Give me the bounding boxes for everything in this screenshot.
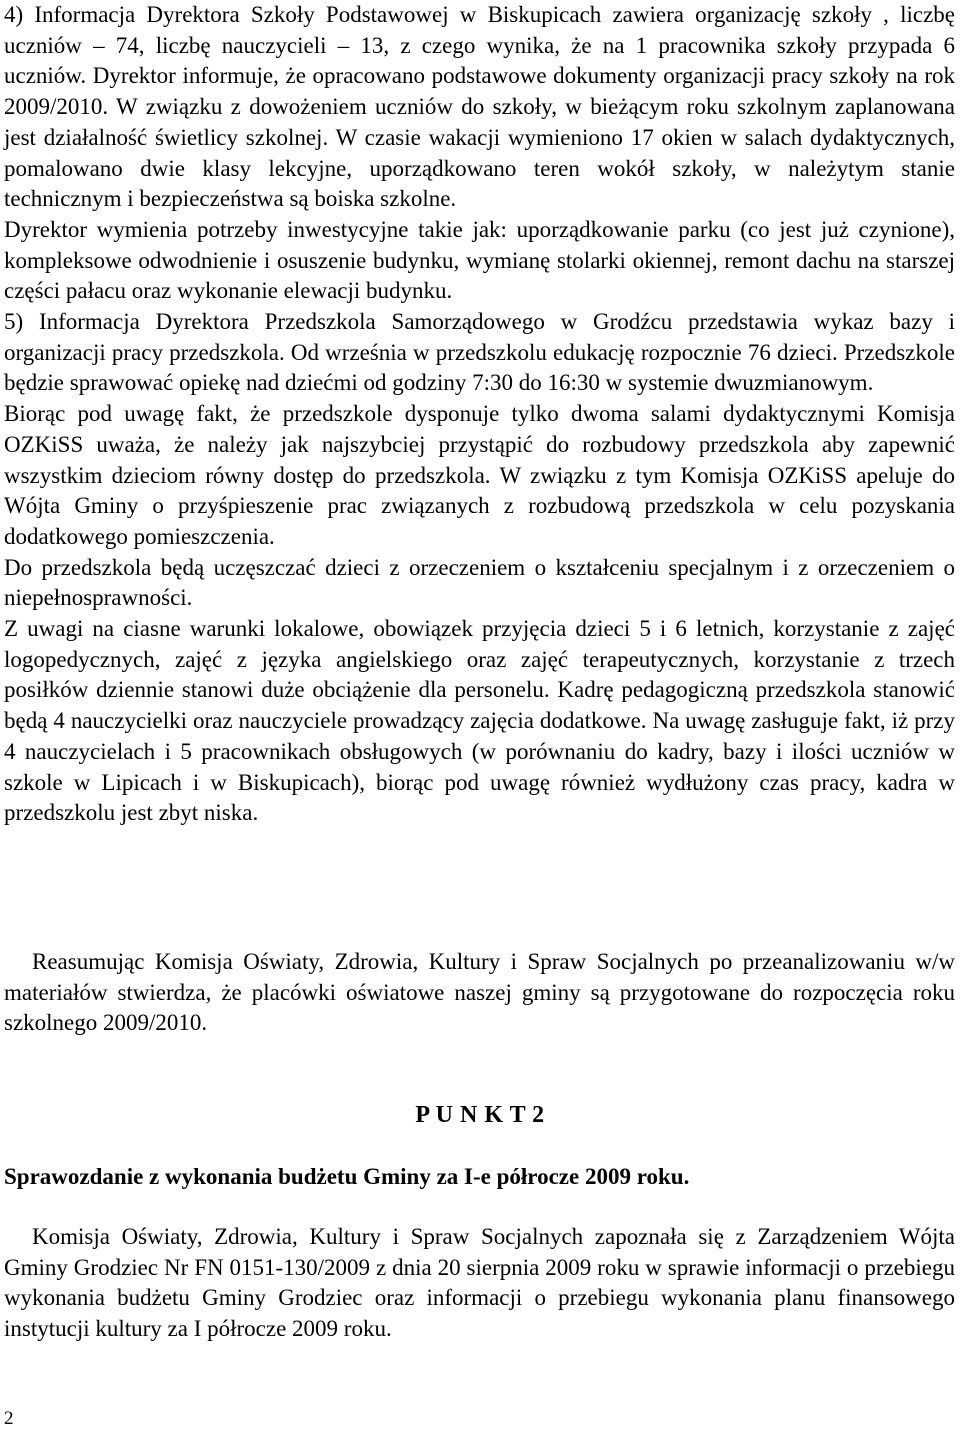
paragraph-committee: Komisja Oświaty, Zdrowia, Kultury i Spraw Socjalnych zapoznała się z Zarządzeniem Wójta Gminy Grodziec Nr FN 0151-130/2009 z dnia 20 sierpnia 2009 roku w sprawie informacji o przebiegu wykonania budżetu Gminy Grodziec oraz informacji o przebiegu wykonania planu finansowego instytucji kultury za I półrocze 2009 roku. <box>4 1224 955 1342</box>
section-title: Sprawozdanie z wykonania budżetu Gminy za I-e półrocze 2009 roku. <box>4 1164 690 1189</box>
paragraph-special-needs: Do przedszkola będą uczęszczać dzieci z orzeczeniem o kształceniu specjalnym i z orzeczeniem o niepełnosprawności. <box>4 554 955 611</box>
paragraph-staffing: Z uwagi na ciasne warunki lokalowe, obowiązek przyjęcia dzieci 5 i 6 letnich, korzystanie z zajęć logopedycznych, zajęć z języka angielskiego oraz zajęć terapeutycznych, korzystanie z trzech posiłków dziennie stanowi duże obciążenie dla personelu. Kadrę pedagogiczną przedszkola stanowić będą 4 nauczycielki oraz nauczyciele prowadzący zajęcia dodatkowe. Na uwagę zasługuje fakt, iż przy 4 nauczycielach i 5 pracownikach obsługowych (w porównaniu do kadry, bazy i ilości uczniów w szkole w Lipicach i w Biskupicach), biorąc pod uwagę również wydłużony czas pracy, kadra w przedszkolu jest zbyt niska. <box>4 616 955 826</box>
committee-block <box>4 1222 955 1345</box>
summary-block <box>4 947 955 1039</box>
paragraph-preschool-expansion: Biorąc pod uwagę fakt, że przedszkole dysponuje tylko dwoma salami dydaktycznymi Komisja OZKiSS uważa, że należy jak najszybciej przystąpić do rozbudowy przedszkola aby zapewnić wszystkim dzieciom równy dostęp do przedszkola. W związku z tym Komisja OZKiSS apeluje do Wójta Gminy o przyśpieszenie prac związanych z rozbudową przedszkola w celu pozyskania dodatkowego pomieszczenia. <box>4 401 955 549</box>
page-number: 2 <box>4 1408 14 1429</box>
punkt-heading: P U N K T 2 <box>415 1102 545 1128</box>
main-text-block <box>4 0 955 829</box>
paragraph-school-biskupice: 4) Informacja Dyrektora Szkoły Podstawowej w Biskupicach zawiera organizację szkoły , liczbę uczniów – 74, liczbę nauczycieli – 13, z czego wynika, że na 1 pracownika szkoły przypada 6 uczniów. Dyrektor informuje, że opracowano podstawowe dokumenty organizacji pracy szkoły na rok 2009/2010. W związku z dowożeniem uczniów do szkoły, w bieżącym roku szkolnym zaplanowana jest działalność świetlicy szkolnej. W czasie wakacji wymieniono 17 okien w salach dydaktycznych, pomalowano dwie klasy lekcyjne, uporządkowano teren wokół szkoły, w należytym stanie technicznym i bezpieczeństwa są boiska szkolne. <box>4 2 955 212</box>
paragraph-preschool-grodziec: 5) Informacja Dyrektora Przedszkola Samorządowego w Grodźcu przedstawia wykaz bazy i organizacji pracy przedszkola. Od września w przedszkolu edukację rozpocznie 76 dzieci. Przedszkole będzie sprawować opiekę nad dziećmi od godziny 7:30 do 16:30 w systemie dwuzmianowym. <box>4 309 955 396</box>
paragraph-investment-needs: Dyrektor wymienia potrzeby inwestycyjne takie jak: uporządkowanie parku (co jest już czynione), kompleksowe odwodnienie i osuszenie budynku, wymianę stolarki okiennej, remont dachu na starszej części pałacu oraz wykonanie elewacji budynku. <box>4 216 955 304</box>
paragraph-summary: Reasumując Komisja Oświaty, Zdrowia, Kultury i Spraw Socjalnych po przeanalizowaniu w/w materiałów stwierdza, że placówki oświatowe naszej gminy są przygotowane do rozpoczęcia roku szkolnego 2009/2010. <box>4 949 955 1036</box>
